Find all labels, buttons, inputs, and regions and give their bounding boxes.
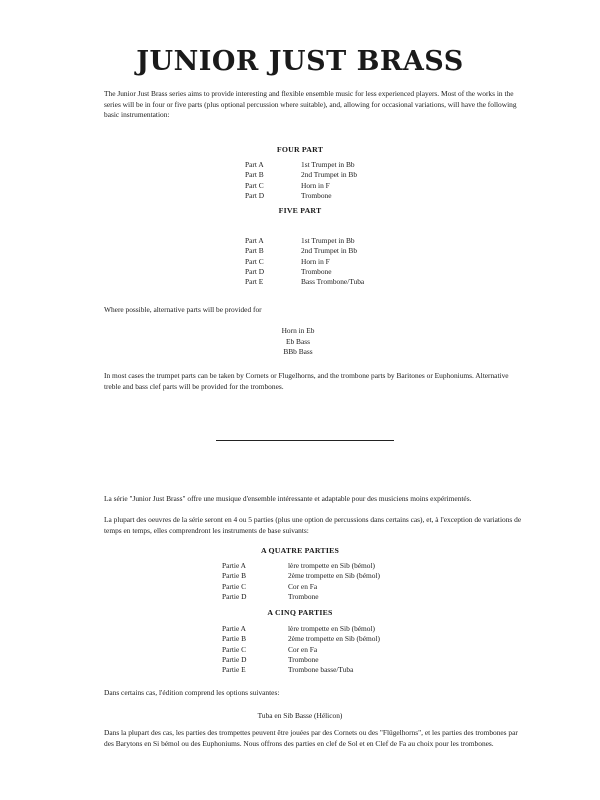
list-item — [245, 246, 364, 256]
part-instrument: 1st Trumpet in Bb — [301, 160, 355, 169]
list-item — [245, 160, 357, 170]
part-instrument: Horn in F — [301, 256, 330, 266]
list-item — [222, 645, 380, 655]
part-instrument: lère trompette en Sib (bémol) — [288, 624, 376, 633]
list-item — [222, 634, 380, 644]
part-instrument: 1st Trumpet in Bb — [301, 236, 355, 245]
french-closing: Dans la plupart des cas, les parties des trompettes peuvent être jouées par des Cornets ou des "Flügelhorns", et les parties des trombones par des Barytons en Si bémol ou des Euphoniums. Nous offrons des parties en clef de Sol et en Clef de Fa au choix pour les trombones. — [104, 728, 518, 748]
five-part-heading: FIVE PART — [278, 206, 322, 215]
cinq-parties-heading: A CINQ PARTIES — [267, 608, 333, 617]
part-instrument: Trombone — [301, 190, 332, 200]
list-item — [222, 592, 380, 602]
part-instrument: Horn in F — [301, 180, 330, 190]
list-item — [245, 277, 364, 287]
part-instrument: 2nd Trumpet in Bb — [301, 170, 358, 180]
part-label: Part D — [245, 266, 265, 276]
part-instrument: Cor en Fa — [288, 581, 318, 591]
part-label: Part D — [245, 190, 265, 200]
list-item — [222, 665, 380, 675]
alternatives-intro: Where possible, alternative parts will be provided for — [104, 305, 262, 314]
french-intro-1: La série "Junior Just Brass" offre une musique d'ensemble intéressante et adaptable pour des musiciens moins expérimentés. — [104, 494, 472, 503]
page-title: JUNIOR JUST BRASS — [136, 46, 464, 77]
list-item: Eb Bass — [285, 336, 311, 346]
part-instrument: Trombone — [288, 654, 319, 664]
english-intro: The Junior Just Brass series aims to provide interesting and flexible ensemble music for less experienced players. Most of the works in the series will be in four or five parts (plus optional percussion where suitable), and, allowing for occasional variations, will have the following basic instrumentation: — [104, 89, 517, 119]
part-label: Partie B — [222, 571, 247, 581]
list-item — [222, 624, 380, 634]
part-label: Partie D — [222, 591, 247, 601]
alternatives-list — [0, 326, 598, 358]
list-item — [222, 582, 380, 592]
part-label: Part B — [245, 170, 264, 180]
part-label: Partie A — [222, 561, 247, 570]
four-part-heading: FOUR PART — [276, 145, 324, 154]
part-instrument: Trombone — [301, 266, 332, 276]
part-label: Partie B — [222, 634, 247, 644]
part-instrument: Cor en Fa — [288, 644, 318, 654]
english-closing: In most cases the trumpet parts can be taken by Cornets or Flugelhorns, and the trombone parts by Baritones or Euphoniums. Alternative treble and bass clef parts will be provided for the trombones. — [104, 371, 509, 391]
list-item — [245, 257, 364, 267]
list-item — [245, 170, 357, 180]
part-label: Part E — [245, 277, 264, 287]
part-instrument: Trombone basse/Tuba — [288, 665, 354, 675]
part-label: Part A — [245, 160, 264, 169]
list-item — [222, 655, 380, 665]
list-item — [245, 267, 364, 277]
part-instrument: 2ème trompette en Sib (bémol) — [288, 634, 380, 644]
list-item — [222, 571, 380, 581]
list-item: BBb Bass — [283, 347, 313, 356]
list-item — [222, 561, 380, 571]
part-label: Partie C — [222, 644, 247, 654]
options-intro: Dans certains cas, l'édition comprend les options suivantes: — [104, 688, 280, 697]
part-instrument: 2nd Trumpet in Bb — [301, 246, 358, 256]
list-item — [245, 236, 364, 246]
cinq-parties-list — [222, 624, 380, 675]
part-label: Partie E — [222, 665, 246, 675]
list-item: Horn in Eb — [281, 326, 315, 335]
option-tuba: Tuba en Sib Basse (Hélicon) — [257, 711, 343, 720]
section-divider — [216, 440, 394, 441]
quatre-parties-heading: A QUATRE PARTIES — [260, 546, 340, 555]
part-instrument: Bass Trombone/Tuba — [301, 277, 365, 287]
part-label: Partie A — [222, 624, 247, 633]
part-label: Part C — [245, 180, 264, 190]
list-item — [245, 181, 357, 191]
part-instrument: 2ème trompette en Sib (bémol) — [288, 571, 380, 581]
four-part-list — [245, 160, 357, 201]
french-intro-2: La plupart des oeuvres de la série seront en 4 ou 5 parties (plus une option de percussions dans certains cas), et, à l'exception de variations de temps en temps, elles comprendront les instruments de base suivants: — [104, 515, 522, 535]
part-label: Part A — [245, 236, 264, 245]
part-instrument: Trombone — [288, 591, 319, 601]
list-item — [245, 191, 357, 201]
quatre-parties-list — [222, 561, 380, 602]
part-label: Part B — [245, 246, 264, 256]
five-part-list — [245, 236, 364, 287]
part-label: Partie C — [222, 581, 247, 591]
part-label: Partie D — [222, 654, 247, 664]
part-label: Part C — [245, 256, 264, 266]
part-instrument: lère trompette en Sib (bémol) — [288, 561, 376, 570]
